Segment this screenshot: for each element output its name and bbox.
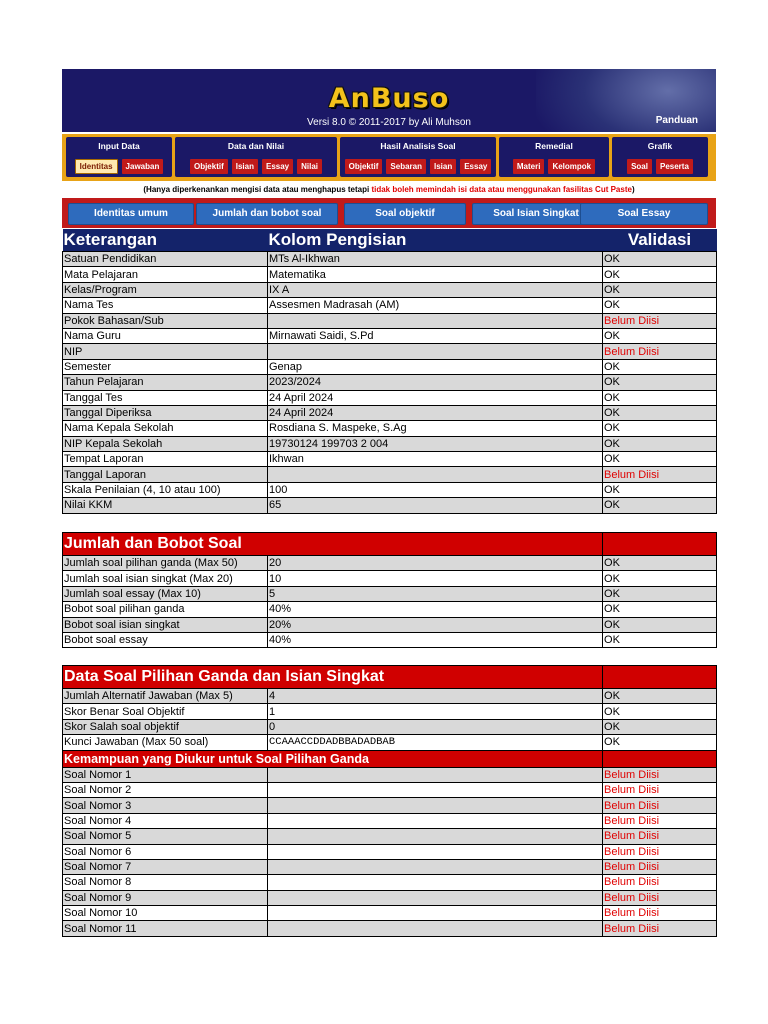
row-label: Kunci Jawaban (Max 50 soal) — [63, 735, 268, 750]
menu-group-title: Input Data — [98, 141, 140, 151]
menu-grafik-peserta-button[interactable]: Peserta — [656, 159, 693, 174]
row-value-cell[interactable]: Genap — [268, 359, 603, 374]
validation-status: Belum Diisi — [603, 344, 717, 359]
table-row — [63, 405, 717, 420]
header-validasi: Validasi — [603, 229, 717, 252]
table-row — [63, 829, 717, 844]
validation-status: Belum Diisi — [603, 798, 717, 813]
row-label: Nilai KKM — [63, 498, 268, 513]
row-label: NIP Kepala Sekolah — [63, 436, 268, 451]
row-label: Skor Salah soal objektif — [63, 719, 268, 734]
validation-status: Belum Diisi — [603, 890, 717, 905]
validation-status: OK — [603, 719, 717, 734]
table-row — [63, 782, 717, 797]
row-label: Bobot soal essay — [63, 632, 268, 647]
row-label: NIP — [63, 344, 268, 359]
table-row — [63, 632, 717, 647]
table-row — [63, 298, 717, 313]
kemampuan-header-row — [63, 750, 717, 767]
table-row — [63, 890, 717, 905]
row-value-cell[interactable]: 65 — [268, 498, 603, 513]
nav-identitas-umum-button[interactable]: Identitas umum — [68, 203, 194, 225]
row-value-cell[interactable]: 20 — [268, 556, 603, 571]
menu-kelompok-button[interactable]: Kelompok — [548, 159, 595, 174]
menu-group-title: Data dan Nilai — [227, 141, 285, 151]
identitas-table — [62, 229, 717, 514]
validation-status: OK — [603, 375, 717, 390]
row-label: Jumlah soal essay (Max 10) — [63, 586, 268, 601]
validation-status: OK — [603, 704, 717, 719]
row-value-cell[interactable]: 40% — [268, 632, 603, 647]
validation-status: Belum Diisi — [603, 467, 717, 482]
row-value-cell[interactable]: 24 April 2024 — [268, 405, 603, 420]
row-label: Tempat Laporan — [63, 452, 268, 467]
validation-status: OK — [603, 498, 717, 513]
row-label: Soal Nomor 7 — [63, 859, 268, 874]
validation-status: OK — [603, 571, 717, 586]
row-value-cell[interactable]: Ikhwan — [268, 452, 603, 467]
pg-header-row — [63, 666, 717, 689]
kemampuan-title: Kemampuan yang Diukur untuk Soal Pilihan Ganda — [63, 750, 603, 767]
table-row — [63, 767, 717, 782]
table-row — [63, 875, 717, 890]
validation-status: OK — [603, 482, 717, 497]
menu-data-objektif-button[interactable]: Objektif — [190, 159, 228, 174]
row-value-cell[interactable] — [268, 344, 603, 359]
table-row — [63, 498, 717, 513]
row-label: Bobot soal pilihan ganda — [63, 602, 268, 617]
menu-analisis-isian-button[interactable]: Isian — [430, 159, 456, 174]
validation-status: Belum Diisi — [603, 859, 717, 874]
table-row — [63, 482, 717, 497]
row-value-cell[interactable]: CCAAACCDDADBBADADBAB — [268, 735, 603, 750]
table-row — [63, 571, 717, 586]
row-value-cell[interactable] — [268, 844, 603, 859]
validation-status: OK — [603, 602, 717, 617]
table-row — [63, 689, 717, 704]
row-value-cell[interactable] — [268, 875, 603, 890]
table-row — [63, 390, 717, 405]
row-label: Soal Nomor 9 — [63, 890, 268, 905]
row-label: Pokok Bahasan/Sub — [63, 313, 268, 328]
menu-analisis-objektif-button[interactable]: Objektif — [345, 159, 383, 174]
menu-group-remedial — [499, 137, 609, 177]
menu-data-isian-button[interactable]: Isian — [232, 159, 258, 174]
row-value-cell[interactable]: Matematika — [268, 267, 603, 282]
validation-status: Belum Diisi — [603, 829, 717, 844]
validation-status: Belum Diisi — [603, 767, 717, 782]
menu-group-title: Grafik — [647, 141, 673, 151]
row-label: Soal Nomor 4 — [63, 813, 268, 828]
validation-status: Belum Diisi — [603, 875, 717, 890]
table-row — [63, 267, 717, 282]
menu-identitas-button[interactable]: Identitas — [75, 159, 118, 174]
row-label: Jumlah Alternatif Jawaban (Max 5) — [63, 689, 268, 704]
validation-status: OK — [603, 328, 717, 343]
table-row — [63, 452, 717, 467]
validation-status: OK — [603, 359, 717, 374]
row-label: Nama Guru — [63, 328, 268, 343]
table-row — [63, 313, 717, 328]
row-value-cell[interactable] — [268, 767, 603, 782]
validation-status: OK — [603, 282, 717, 297]
validation-status: OK — [603, 586, 717, 601]
validation-status: OK — [603, 405, 717, 420]
menu-analisis-essay-button[interactable]: Essay — [460, 159, 491, 174]
validation-status: Belum Diisi — [603, 782, 717, 797]
row-value-cell[interactable] — [268, 467, 603, 482]
menu-data-essay-button[interactable]: Essay — [262, 159, 293, 174]
row-label: Satuan Pendidikan — [63, 252, 268, 267]
row-label: Soal Nomor 8 — [63, 875, 268, 890]
row-label: Soal Nomor 6 — [63, 844, 268, 859]
notice-part1: (Hanya diperkenankan mengisi data atau menghapus tetapi — [143, 185, 372, 194]
row-value-cell[interactable]: 24 April 2024 — [268, 390, 603, 405]
table-row — [63, 282, 717, 297]
row-value-cell[interactable]: 10 — [268, 571, 603, 586]
row-value-cell[interactable] — [268, 313, 603, 328]
menu-group-input-data — [66, 137, 172, 177]
pilihan-ganda-table — [62, 665, 717, 937]
menu-grafik-soal-button[interactable]: Soal — [627, 159, 652, 174]
validation-status: OK — [603, 632, 717, 647]
notice-text — [62, 181, 716, 199]
row-label: Soal Nomor 11 — [63, 921, 268, 936]
row-value-cell[interactable]: 19730124 199703 2 004 — [268, 436, 603, 451]
section-nav-bar — [62, 198, 716, 228]
nav-soal-essay-button[interactable]: Soal Essay — [580, 203, 708, 225]
row-label: Jumlah soal isian singkat (Max 20) — [63, 571, 268, 586]
row-label: Soal Nomor 1 — [63, 767, 268, 782]
table-row — [63, 252, 717, 267]
header-keterangan: Keterangan — [63, 229, 268, 252]
row-value-cell[interactable]: 5 — [268, 586, 603, 601]
app-header-banner — [62, 69, 716, 132]
table-row — [63, 735, 717, 750]
table-row — [63, 859, 717, 874]
bobot-table — [62, 532, 717, 648]
app-logo: AnBuso — [328, 83, 450, 114]
row-label: Soal Nomor 2 — [63, 782, 268, 797]
row-label: Soal Nomor 3 — [63, 798, 268, 813]
row-value-cell[interactable]: MTs Al-Ikhwan — [268, 252, 603, 267]
table-row — [63, 375, 717, 390]
menu-data-nilai-button[interactable]: Nilai — [297, 159, 322, 174]
table-row — [63, 844, 717, 859]
identitas-header-row — [63, 229, 717, 252]
row-label: Nama Tes — [63, 298, 268, 313]
row-value-cell[interactable] — [268, 921, 603, 936]
table-row — [63, 798, 717, 813]
validation-status: OK — [603, 436, 717, 451]
main-menu-bar — [62, 134, 716, 181]
table-row — [63, 602, 717, 617]
row-label: Tanggal Diperiksa — [63, 405, 268, 420]
validation-status: OK — [603, 556, 717, 571]
row-label: Skala Penilaian (4, 10 atau 100) — [63, 482, 268, 497]
kemampuan-header-empty — [603, 750, 717, 767]
table-row — [63, 704, 717, 719]
pg-title: Data Soal Pilihan Ganda dan Isian Singkat — [63, 666, 603, 689]
row-label: Semester — [63, 359, 268, 374]
validation-status: Belum Diisi — [603, 813, 717, 828]
table-row — [63, 436, 717, 451]
row-label: Soal Nomor 10 — [63, 906, 268, 921]
row-value-cell[interactable] — [268, 859, 603, 874]
bobot-header-empty — [603, 533, 717, 556]
validation-status: Belum Diisi — [603, 844, 717, 859]
version-text: Versi 8.0 © 2011-2017 by Ali Muhson — [307, 117, 471, 128]
table-row — [63, 719, 717, 734]
row-label: Bobot soal isian singkat — [63, 617, 268, 632]
row-value-cell[interactable]: 4 — [268, 689, 603, 704]
row-label: Tanggal Tes — [63, 390, 268, 405]
row-value-cell[interactable]: 100 — [268, 482, 603, 497]
menu-group-title: Remedial — [535, 141, 573, 151]
bobot-title: Jumlah dan Bobot Soal — [63, 533, 603, 556]
menu-group-title: Hasil Analisis Soal — [380, 141, 456, 151]
menu-materi-button[interactable]: Materi — [513, 159, 545, 174]
row-value-cell[interactable]: Rosdiana S. Maspeke, S.Ag — [268, 421, 603, 436]
menu-jawaban-button[interactable]: Jawaban — [122, 159, 164, 174]
row-label: Jumlah soal pilihan ganda (Max 50) — [63, 556, 268, 571]
menu-group-grafik — [612, 137, 708, 177]
row-label: Tanggal Laporan — [63, 467, 268, 482]
row-value-cell[interactable] — [268, 829, 603, 844]
validation-status: OK — [603, 689, 717, 704]
table-row — [63, 906, 717, 921]
bobot-header-row — [63, 533, 717, 556]
validation-status: OK — [603, 267, 717, 282]
row-value-cell[interactable]: 0 — [268, 719, 603, 734]
table-row — [63, 556, 717, 571]
nav-jumlah-bobot-button[interactable]: Jumlah dan bobot soal — [196, 203, 338, 225]
row-value-cell[interactable] — [268, 890, 603, 905]
validation-status: OK — [603, 252, 717, 267]
row-value-cell[interactable]: 1 — [268, 704, 603, 719]
validation-status: Belum Diisi — [603, 313, 717, 328]
row-value-cell[interactable] — [268, 906, 603, 921]
row-label: Skor Benar Soal Objektif — [63, 704, 268, 719]
validation-status: OK — [603, 421, 717, 436]
table-row — [63, 344, 717, 359]
validation-status: OK — [603, 298, 717, 313]
validation-status: OK — [603, 390, 717, 405]
validation-status: Belum Diisi — [603, 906, 717, 921]
menu-group-data-nilai — [175, 137, 337, 177]
row-value-cell[interactable]: 20% — [268, 617, 603, 632]
nav-soal-objektif-button[interactable]: Soal objektif — [344, 203, 466, 225]
row-value-cell[interactable] — [268, 813, 603, 828]
row-value-cell[interactable] — [268, 782, 603, 797]
nav-soal-isian-button[interactable]: Soal Isian Singkat — [472, 203, 600, 225]
validation-status: OK — [603, 735, 717, 750]
header-kolom-pengisian: Kolom Pengisian — [268, 229, 603, 252]
row-value-cell[interactable]: Mirnawati Saidi, S.Pd — [268, 328, 603, 343]
row-value-cell[interactable]: 40% — [268, 602, 603, 617]
row-value-cell[interactable]: 2023/2024 — [268, 375, 603, 390]
pg-header-empty — [603, 666, 717, 689]
row-label: Soal Nomor 5 — [63, 829, 268, 844]
row-label: Tahun Pelajaran — [63, 375, 268, 390]
table-row — [63, 328, 717, 343]
table-row — [63, 421, 717, 436]
panduan-link[interactable]: Panduan — [655, 115, 698, 126]
row-label: Kelas/Program — [63, 282, 268, 297]
validation-status: Belum Diisi — [603, 921, 717, 936]
row-label: Nama Kepala Sekolah — [63, 421, 268, 436]
row-label: Mata Pelajaran — [63, 267, 268, 282]
validation-status: OK — [603, 617, 717, 632]
notice-part2: ) — [631, 185, 635, 194]
menu-group-hasil-analisis — [340, 137, 496, 177]
validation-status: OK — [603, 452, 717, 467]
table-row — [63, 467, 717, 482]
table-row — [63, 617, 717, 632]
row-value-cell[interactable]: IX A — [268, 282, 603, 297]
table-row — [63, 359, 717, 374]
row-value-cell[interactable] — [268, 798, 603, 813]
table-row — [63, 586, 717, 601]
notice-warning: tidak boleh memindah isi data atau menggunakan fasilitas Cut Paste — [371, 185, 632, 194]
menu-analisis-sebaran-button[interactable]: Sebaran — [386, 159, 426, 174]
table-row — [63, 813, 717, 828]
row-value-cell[interactable]: Assesmen Madrasah (AM) — [268, 298, 603, 313]
table-row — [63, 921, 717, 936]
